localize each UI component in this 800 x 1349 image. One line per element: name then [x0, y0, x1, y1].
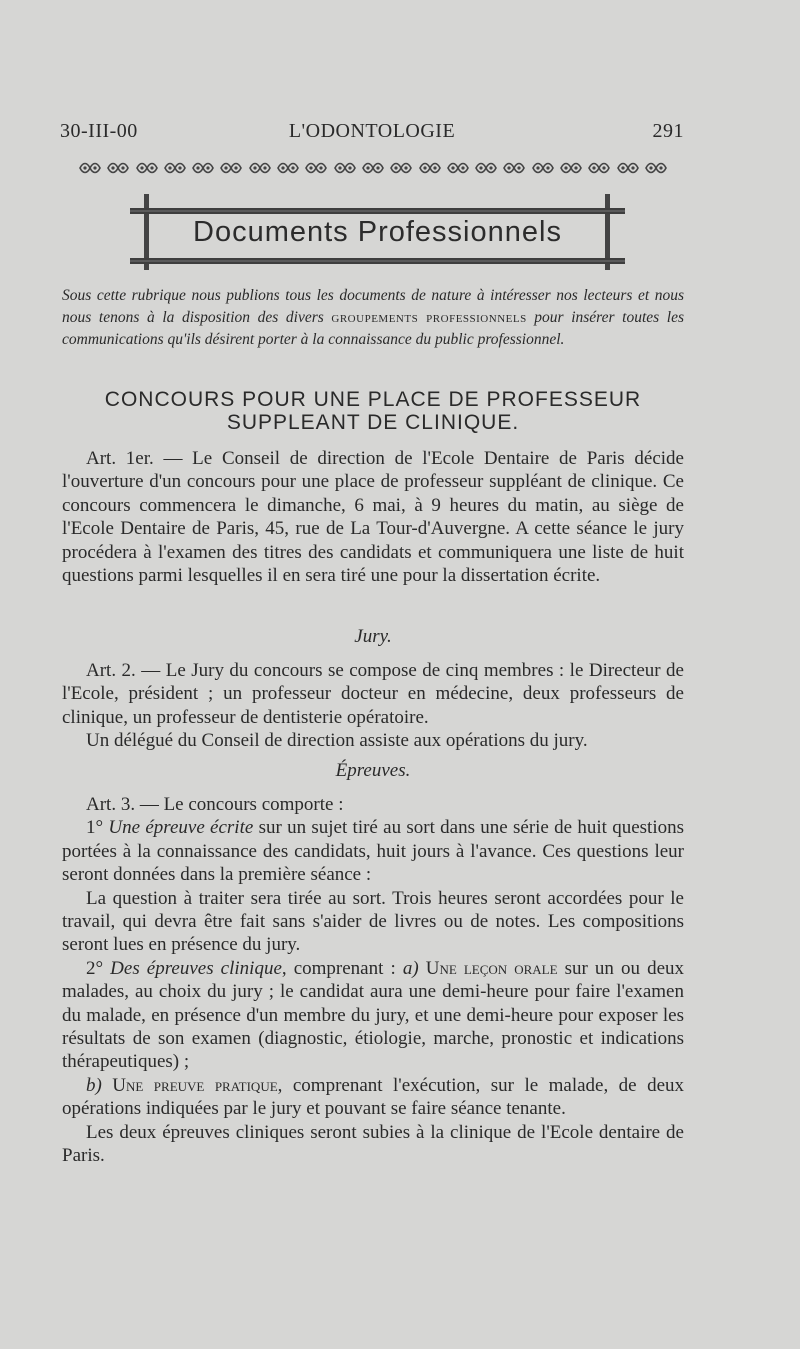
item-2-a-text: sur un ou deux malades, au choix du jury ; le candidat aura une demi-heure pour faire l'examen du malade, en présence d'un membre du jury, et une demi-heure pour exposer les résultats de son examen (diagnostic, étiologie, marche, pronostic et indications thérapeutiques) ; [62, 957, 685, 1073]
journal-title: L'ODONTOLOGIE [288, 120, 456, 142]
ornament-glyph [531, 161, 555, 175]
item-2-b-title: Une preuve pratique [112, 1074, 278, 1096]
article-3-text: Art. 3. — Le concours comporte : [86, 794, 344, 815]
ornament-glyph [616, 161, 640, 175]
item-2 [62, 957, 684, 1074]
ornament-glyph [78, 161, 102, 175]
item-1-title: Une épreuve écrite [108, 817, 254, 839]
item-2-b [62, 1074, 684, 1121]
ornament-glyph [474, 161, 498, 175]
ornament-glyph [191, 161, 215, 175]
ornament-glyph [559, 161, 583, 175]
ornament-glyph [389, 161, 413, 175]
item-2-a-title: Une leçon orale [425, 957, 558, 979]
intro-paragraph [62, 285, 684, 351]
epreuves-heading: Épreuves. [335, 760, 411, 781]
article-heading [62, 388, 684, 434]
section-title-frame [130, 192, 625, 274]
ornament-glyph [106, 161, 130, 175]
heading-line-1: CONCOURS POUR UNE PLACE DE PROFESSEUR [104, 388, 642, 411]
intro-text-b: pour insérer toutes les communications qu'ils désirent porter à la connaissance du public professionnel. [62, 309, 684, 348]
article-3 [62, 793, 684, 1168]
article-2 [62, 659, 684, 753]
ornament-glyph [163, 161, 187, 175]
heading-line-2: SUPPLEANT DE CLINIQUE. [226, 411, 520, 434]
ornament-glyph [361, 161, 385, 175]
item-2-mid: , comprenant : [281, 957, 403, 979]
item-2-b-text: , comprenant l'exécution, sur le malade, de deux opérations indiquées par le jury et pouvant se faire séance tenante. [62, 1074, 684, 1120]
page-number: 291 [652, 120, 684, 142]
ornament-border [78, 158, 668, 178]
item-1-text: sur un sujet tiré au sort dans une série de huit questions portées à la connaissance des candidats, huit jours à l'avance. Ces questions leur seront données dans la première séance : [62, 817, 684, 886]
ornament-glyph [248, 161, 272, 175]
ornament-glyph [502, 161, 526, 175]
item-1-number: 1° [86, 817, 109, 839]
item-2-b-marker: b) [86, 1074, 113, 1096]
item-1-followup: La question à traiter sera tirée au sort. Trois heures seront accordées pour le travail, qui devra être fait sans s'aider de livres ou de notes. Les compositions seront lues en présence du jury. [62, 887, 684, 956]
ornament-glyph [446, 161, 470, 175]
item-2-number: 2° [86, 957, 111, 979]
intro-smallcaps: groupements professionnels [331, 310, 527, 326]
section-title: Documents Professionnels [193, 216, 562, 248]
ornament-glyph [276, 161, 300, 175]
intro-text-a: Sous cette rubrique nous publions tous les documents de nature à intéresser nos lecteurs et nous nous tenons à la disposition des divers [62, 287, 684, 326]
item-2-a-marker: a) [402, 957, 426, 979]
item-1 [62, 816, 684, 886]
closing-paragraph: Les deux épreuves cliniques seront subies à la clinique de l'Ecole dentaire de Paris. [62, 1121, 684, 1167]
jury-heading: Jury. [354, 626, 392, 647]
ornament-glyph [219, 161, 243, 175]
issue-date: 30-III-00 [60, 120, 138, 142]
article-1-text: Art. 1er. — Le Conseil de direction de l'Ecole Dentaire de Paris décide l'ouverture d'un concours pour une place de professeur suppléant de clinique. Ce concours commencera le dimanche, 6 mai, à 9 heures du matin, au siège de l'Ecole Dentaire de Paris, 45, rue de La Tour-d'Auvergne. A cette séance le jury procédera à l'examen des titres des candidats et communiquera une liste de huit questions parmi lesquelles il en sera tiré une pour la dissertation écrite. [62, 448, 684, 587]
article-2-text: Art. 2. — Le Jury du concours se compose de cinq membres : le Directeur de l'Ecole, président ; un professeur docteur en médecine, deux professeurs de clinique, un professeur de dentisterie opératoire. [62, 660, 684, 728]
ornament-glyph [644, 161, 668, 175]
ornament-glyph [587, 161, 611, 175]
ornament-glyph [333, 161, 357, 175]
ornament-glyph [304, 161, 328, 175]
article-2-delegate: Un délégué du Conseil de direction assiste aux opérations du jury. [86, 730, 588, 752]
ornament-glyph [135, 161, 159, 175]
item-2-title: Des épreuves clinique [110, 957, 282, 979]
article-1 [62, 447, 684, 587]
ornament-glyph [418, 161, 442, 175]
